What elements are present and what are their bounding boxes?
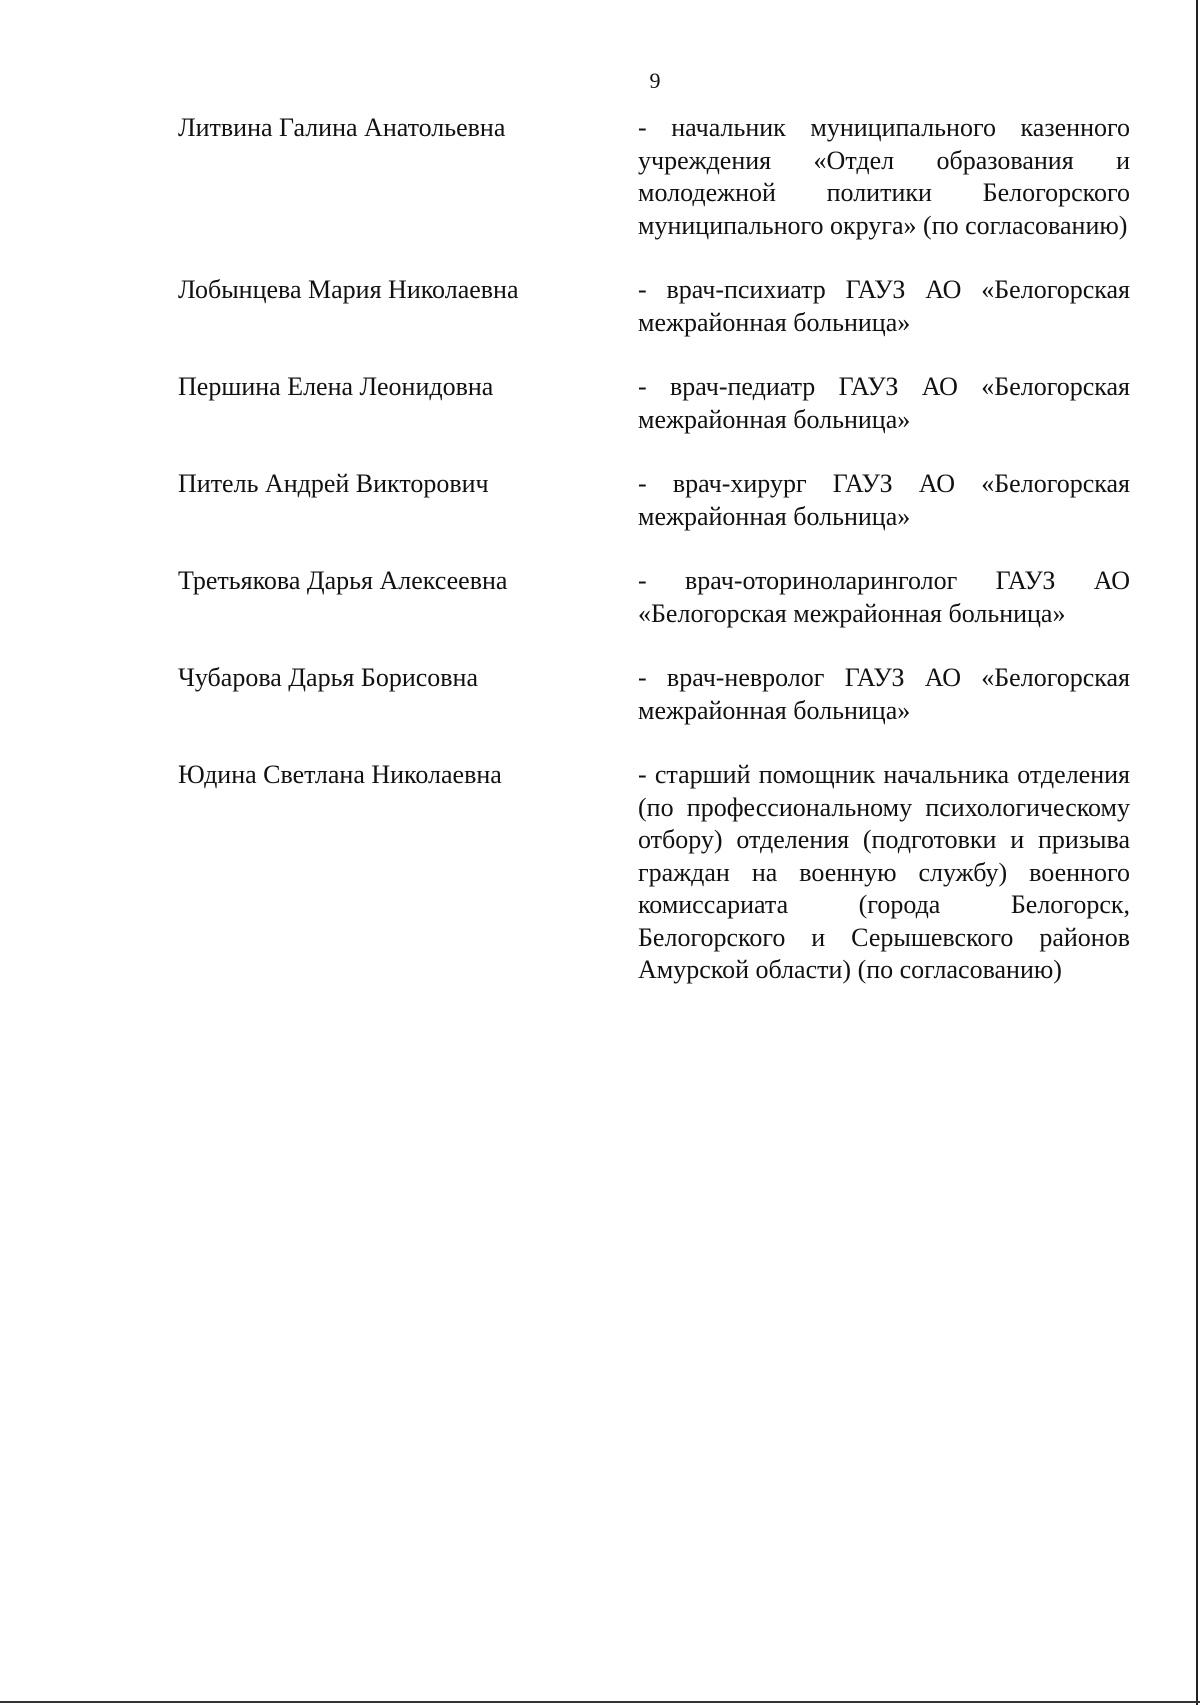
member-name: Питель Андрей Викторович bbox=[178, 469, 489, 498]
member-entry bbox=[178, 565, 1130, 630]
member-position: - старший помощник начальника отделения (по профессиональному психологическому отбору) отделения (подготовки и призыва граждан на военную службу) военного комиссариата (города Белогорск, Белогорского и Серышевского районов Амурской области) (по согласованию) bbox=[638, 760, 1130, 984]
member-entry bbox=[178, 274, 1130, 339]
scan-edge-right bbox=[1196, 0, 1198, 1705]
member-name: Третьякова Дарья Алексеевна bbox=[178, 566, 508, 595]
member-position: - врач-невролог ГАУЗ АО «Белогорская межрайонная больница» bbox=[638, 663, 1130, 725]
member-entry bbox=[178, 759, 1130, 987]
scan-edge-bottom bbox=[0, 1701, 1200, 1703]
member-entry bbox=[178, 468, 1130, 533]
member-position: - врач-хирург ГАУЗ АО «Белогорская межрайонная больница» bbox=[638, 469, 1130, 531]
member-entry bbox=[178, 112, 1130, 242]
member-position: - врач-педиатр ГАУЗ АО «Белогорская межрайонная больница» bbox=[638, 372, 1130, 434]
page-number: 9 bbox=[649, 68, 661, 93]
member-position: - врач-оториноларинголог ГАУЗ АО «Белогорская межрайонная больница» bbox=[638, 566, 1130, 628]
member-position: - начальник муниципального казенного учреждения «Отдел образования и молодежной политики Белогорского муниципального округа» (по согласованию) bbox=[638, 113, 1130, 240]
member-name: Першина Елена Леонидовна bbox=[178, 372, 494, 401]
member-name: Чубарова Дарья Борисовна bbox=[178, 663, 479, 692]
member-list bbox=[178, 112, 1130, 1019]
member-entry bbox=[178, 371, 1130, 436]
member-name: Лобынцева Мария Николаевна bbox=[178, 275, 519, 304]
member-name: Юдина Светлана Николаевна bbox=[178, 760, 502, 789]
member-entry bbox=[178, 662, 1130, 727]
member-position: - врач-психиатр ГАУЗ АО «Белогорская межрайонная больница» bbox=[638, 275, 1130, 337]
member-name: Литвина Галина Анатольевна bbox=[178, 113, 506, 142]
